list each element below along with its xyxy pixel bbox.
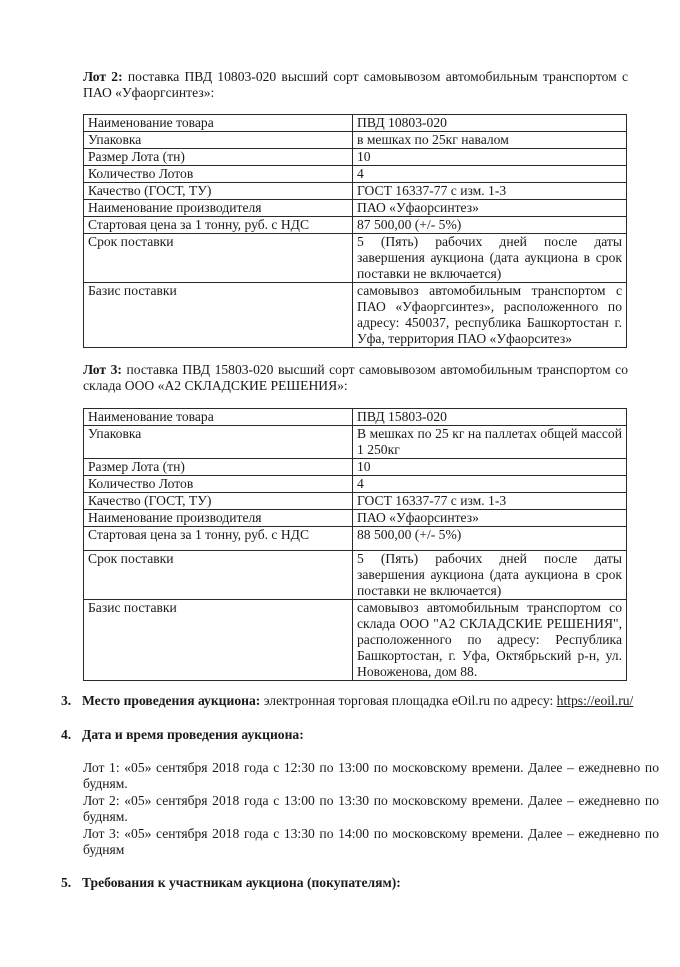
spec-value: ГОСТ 16337-77 с изм. 1-3: [353, 493, 627, 510]
table-row: [84, 476, 627, 493]
lot2-heading: [83, 69, 628, 102]
spec-value: самовывоз автомобильным транспортом со склада ООО "А2 СКЛАДСКИЕ РЕШЕНИЯ", расположенного по адресу: Республика Башкортостан, г. Уфа, Октябрьский р-н, ул. Новоженова, дом 88.: [353, 600, 627, 681]
spec-key: Размер Лота (тн): [84, 459, 353, 476]
table-row: [84, 600, 627, 681]
spec-value: 5 (Пять) рабочих дней после даты завершения аукциона (дата аукциона в срок поставки не включается): [353, 551, 627, 600]
spec-value: в мешках по 25кг навалом: [353, 132, 627, 149]
table-row: [84, 510, 627, 527]
spec-value: В мешках по 25 кг на паллетах общей массой 1 250кг: [353, 426, 627, 459]
section-number: 3.: [61, 693, 72, 708]
schedule-item-lot2: Лот 2: «05» сентября 2018 года с 13:00 по 13:30 по московскому времени. Далее – ежедневно по будням.: [83, 792, 659, 825]
table-row: [84, 217, 627, 234]
spec-key: Наименование товара: [84, 115, 353, 132]
schedule-item-lot3: Лот 3: «05» сентября 2018 года с 13:30 по 14:00 по московскому времени. Далее – ежедневно по будням: [83, 825, 659, 858]
table-row: [84, 527, 627, 551]
spec-value: ПВД 10803-020: [353, 115, 627, 132]
spec-key: Наименование производителя: [84, 200, 353, 217]
spec-key: Базис поставки: [84, 283, 353, 348]
table-row: [84, 551, 627, 600]
lot2-label: Лот 2:: [83, 69, 123, 84]
auction-schedule: [83, 760, 659, 858]
spec-key: Упаковка: [84, 426, 353, 459]
table-row: [84, 183, 627, 200]
eoil-link[interactable]: https://eoil.ru/: [556, 693, 634, 708]
spec-value: ПВД 15803-020: [353, 409, 627, 426]
section-4: [61, 727, 661, 743]
spec-key: Упаковка: [84, 132, 353, 149]
lot3-label: Лот 3:: [83, 362, 122, 377]
spec-value: 10: [353, 149, 627, 166]
table-row: [84, 200, 627, 217]
spec-value: 4: [353, 476, 627, 493]
table-row: [84, 234, 627, 283]
section-title: Требования к участникам аукциона (покупателям):: [82, 875, 401, 890]
section-number: 5.: [61, 875, 72, 890]
schedule-item-lot1: Лот 1: «05» сентября 2018 года с 12:30 по 13:00 по московскому времени. Далее – ежедневно по будням.: [83, 760, 659, 792]
table-row: [84, 115, 627, 132]
spec-key: Срок поставки: [84, 234, 353, 283]
spec-key: Стартовая цена за 1 тонну, руб. с НДС: [84, 217, 353, 234]
section-title: Место проведения аукциона:: [82, 693, 261, 708]
lot3-spec-table: [83, 408, 627, 681]
spec-key: Наименование товара: [84, 409, 353, 426]
spec-key: Базис поставки: [84, 600, 353, 681]
spec-value: 10: [353, 459, 627, 476]
lot3-heading: [83, 362, 628, 395]
table-row: [84, 283, 627, 348]
spec-key: Срок поставки: [84, 551, 353, 600]
section-title: Дата и время проведения аукциона:: [82, 727, 304, 742]
spec-value: 5 (Пять) рабочих дней после даты завершения аукциона (дата аукциона в срок поставки не включается): [353, 234, 627, 283]
spec-value: ГОСТ 16337-77 с изм. 1-3: [353, 183, 627, 200]
spec-key: Размер Лота (тн): [84, 149, 353, 166]
spec-value: 88 500,00 (+/- 5%): [353, 527, 627, 551]
spec-key: Наименование производителя: [84, 510, 353, 527]
spec-key: Количество Лотов: [84, 166, 353, 183]
section-5: [61, 875, 661, 891]
table-row: [84, 149, 627, 166]
lot3-description: поставка ПВД 15803-020 высший сорт самовывозом автомобильным транспортом со склада ООО «А2 СКЛАДСКИЕ РЕШЕНИЯ»:: [83, 362, 629, 394]
spec-key: Качество (ГОСТ, ТУ): [84, 493, 353, 510]
section-number: 4.: [61, 727, 72, 742]
lot2-description: поставка ПВД 10803-020 высший сорт самовывозом автомобильным транспортом с ПАО «Уфаоргсинтез»:: [83, 69, 629, 101]
spec-value: ПАО «Уфаорсинтез»: [353, 200, 627, 217]
lot2-spec-table: [83, 114, 627, 348]
spec-value: 4: [353, 166, 627, 183]
section-3: [61, 693, 661, 709]
table-row: [84, 166, 627, 183]
spec-value: ПАО «Уфаорсинтез»: [353, 510, 627, 527]
table-row: [84, 132, 627, 149]
section-text: электронная торговая площадка eOil.ru по адресу:: [260, 693, 557, 708]
table-row: [84, 426, 627, 459]
table-row: [84, 493, 627, 510]
table-row: [84, 409, 627, 426]
spec-key: Стартовая цена за 1 тонну, руб. с НДС: [84, 527, 353, 551]
spec-value: 87 500,00 (+/- 5%): [353, 217, 627, 234]
spec-key: Количество Лотов: [84, 476, 353, 493]
spec-value: самовывоз автомобильным транспортом с ПАО «Уфаоргсинтез», расположенного по адресу: 450037, республика Башкортостан г. Уфа, территория ПАО «Уфаорситез»: [353, 283, 627, 348]
spec-key: Качество (ГОСТ, ТУ): [84, 183, 353, 200]
table-row: [84, 459, 627, 476]
